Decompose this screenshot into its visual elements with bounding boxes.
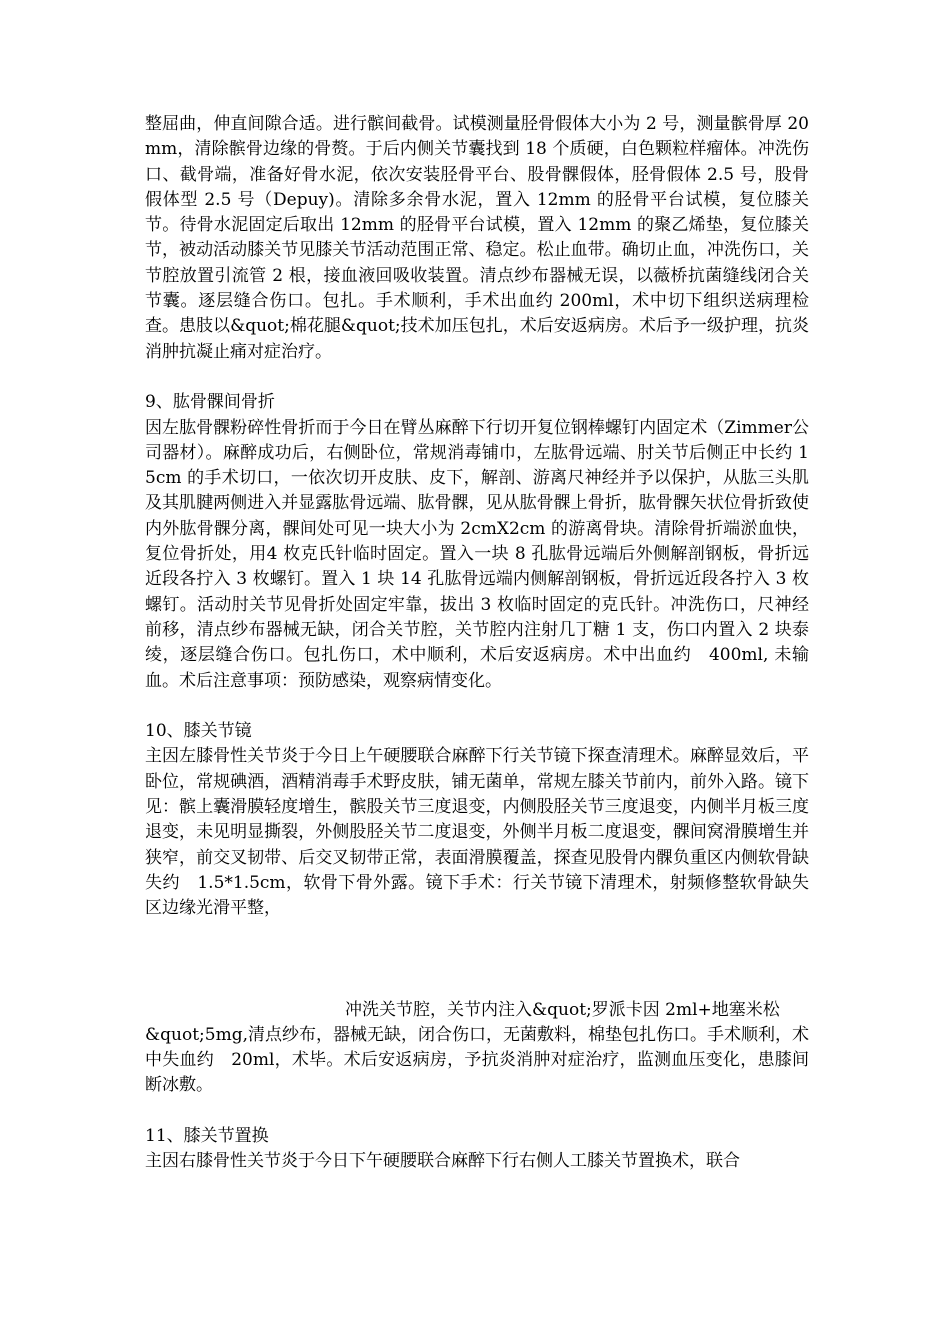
section-10-paragraph-b: &quot;5mg,清点纱布，器械无缺，闭合伤口，无菌敷料，棉垫包扎伤口。手术顺利，术中失血约 20ml，术毕。术后安返病房，予抗炎消肿对症治疗，监测血压变化，患膝间断冰敷。 — [145, 1024, 809, 1096]
section-9-title: 9、肱骨髁间骨折 — [145, 392, 275, 413]
section-10-title: 10、膝关节镜 — [145, 721, 252, 742]
section-11-title: 11、膝关节置换 — [145, 1125, 269, 1146]
section-9-paragraph: 因左肱骨髁粉碎性骨折而于今日在臂丛麻醉下行切开复位钢棒螺钉内固定术（Zimmer公司器材）。麻醉成功后，右侧卧位，常规消毒铺巾，左肱骨远端、肘关节后侧正中长约 15cm 的手术切口，一依次切开皮肤、皮下，解剖、游离尺神经并予以保护，从肱三头肌及其肌腱两侧进入并显露肱骨远端、肱骨髁，见从肱骨髁上骨折，肱骨髁矢状位骨折致使内外肱骨髁分离，髁间处可见一块大小为 2cmX2cm 的游离骨块。清除骨折端淤血快，复位骨折处，用4 枚克氏针临时固定。置入一块 8 孔肱骨远端后外侧解剖钢板，骨折远近段各拧入 3 枚螺钉。置入 1 块 14 孔肱骨远端内侧解剖钢板，骨折远近段各拧入 3 枚螺钉。活动肘关节见骨折处固定牢靠，拔出 3 枚临时固定的克氏针。冲洗伤口，尺神经前移，清点纱布器械无缺，闭合关节腔，关节腔内注射几丁糖 1 支，伤口内置入 2 块泰绫，逐层缝合伤口。包扎伤口，术中顺利，术后安返病房。术中出血约 400ml, 未输血。术后注意事项：预防感染，观察病情变化。 — [145, 417, 809, 691]
intro-paragraph: 整屈曲，伸直间隙合适。进行髌间截骨。试模测量胫骨假体大小为 2 号，测量髌骨厚 20mm，清除髌骨边缘的骨赘。于后内侧关节囊找到 18 个质硬，白色颗粒样瘤体。冲洗伤口、截骨端，准备好骨水泥，依次安装胫骨平台、股骨髁假体，胫骨假体 2.5 号，股骨假体型 2.5 号（Depuy)。清除多余骨水泥，置入 12mm 的胫骨平台试模，复位膝关节。待骨水泥固定后取出 12mm 的胫骨平台试模，置入 12mm 的聚乙烯垫，复位膝关节，被动活动膝关节见膝关节活动范围正常、稳定。松止血带。确切止血，冲洗伤口，关节腔放置引流管 2 根，接血液回吸收装置。清点纱布器械无误，以薇桥抗菌缝线闭合关节囊。逐层缝合伤口。包扎。手术顺利，手术出血约 200ml，术中切下组织送病理检查。患肢以&quot;棉花腿&quot;技术加压包扎，术后安返病房。术后予一级护理，抗炎消肿抗凝止痛对症治疗。 — [145, 114, 809, 362]
blank-gap — [145, 922, 809, 998]
spacer — [145, 694, 809, 719]
spacer — [145, 365, 809, 390]
spacer — [145, 1099, 809, 1124]
section-10-paragraph-b-first-line: 冲洗关节腔，关节内注入&quot;罗派卡因 2ml+地塞米松 — [345, 999, 780, 1020]
document-page — [145, 112, 809, 1175]
section-11-paragraph: 主因右膝骨性关节炎于今日下午硬腰联合麻醉下行右侧人工膝关节置换术，联合 — [145, 1151, 740, 1172]
section-10-paragraph-a: 主因左膝骨性关节炎于今日上午硬腰联合麻醉下行关节镜下探查清理术。麻醉显效后，平卧位，常规碘酒，酒精消毒手术野皮肤，铺无菌单，常规左膝关节前内，前外入路。镜下见：髌上囊滑膜轻度增生，髌股关节三度退变，内侧股胫关节三度退变，内侧半月板三度退变，未见明显撕裂，外侧股胫关节二度退变，外侧半月板二度退变，髁间窝滑膜增生并狭窄，前交叉韧带、后交叉韧带正常，表面滑膜覆盖，探查见股骨内髁负重区内侧软骨缺失约 1.5*1.5cm，软骨下骨外露。镜下手术：行关节镜下清理术，射频修整软骨缺失区边缘光滑平整， — [145, 746, 809, 919]
